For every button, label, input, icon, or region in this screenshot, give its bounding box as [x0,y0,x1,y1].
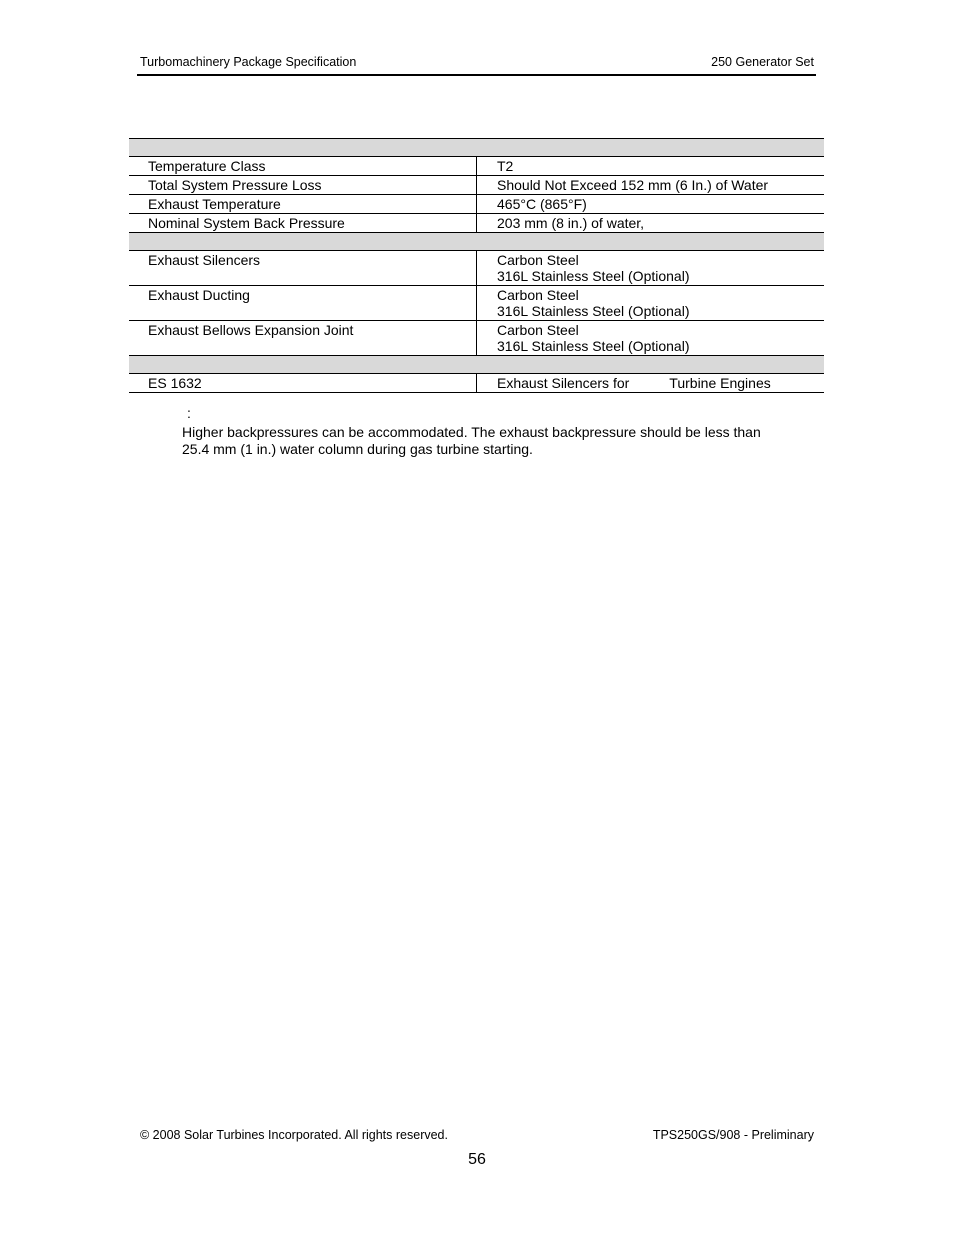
section-header-cell [129,139,824,157]
note-label: : [187,405,191,421]
section-header-performance [129,139,824,157]
reference-standard-id: ES 1632 [129,374,477,393]
header-product-name: 250 Generator Set [711,55,814,69]
table-row [129,176,824,195]
reference-title-part2: Turbine Engines [669,375,771,391]
reference-title-part1: Exhaust Silencers for [497,375,630,391]
spec-value: Should Not Exceed 152 mm (6 In.) of Water [477,176,825,195]
spec-value [477,286,825,321]
material-optional: 316L Stainless Steel (Optional) [497,338,690,354]
table-row [129,251,824,286]
material-primary: Carbon Steel [497,287,579,303]
spec-value: T2 [477,157,825,176]
reference-standard-title [477,374,825,393]
spec-label: Exhaust Temperature [129,195,477,214]
spec-label: Exhaust Silencers [129,251,477,286]
table-row [129,214,824,233]
spec-label: Exhaust Bellows Expansion Joint [129,321,477,356]
spec-label: Total System Pressure Loss [129,176,477,195]
footer-copyright: © 2008 Solar Turbines Incorporated. All rights reserved. [140,1128,448,1142]
spec-label: Exhaust Ducting [129,286,477,321]
section-header-cell [129,356,824,374]
table-row [129,157,824,176]
table-row [129,374,824,393]
footer-document-number: TPS250GS/908 - Preliminary [652,1128,814,1142]
material-optional: 316L Stainless Steel (Optional) [497,303,690,319]
spec-label: Nominal System Back Pressure [129,214,477,233]
material-optional: 316L Stainless Steel (Optional) [497,268,690,284]
spec-value: 465°C (865°F) [477,195,825,214]
table-row [129,286,824,321]
section-header-references [129,356,824,374]
spec-value: 203 mm (8 in.) of water, [477,214,825,233]
table-row [129,321,824,356]
note-text: Higher backpressures can be accommodated. The exhaust backpressure should be less than 25.4 mm (1 in.) water column during gas turbine starting. [182,424,761,457]
material-primary: Carbon Steel [497,322,579,338]
header-document-title: Turbomachinery Package Specification [140,55,357,69]
page-number: 56 [468,1151,486,1168]
spec-value [477,321,825,356]
section-header-materials [129,233,824,251]
section-header-cell [129,233,824,251]
table-row [129,195,824,214]
header-divider [137,74,816,76]
spec-label: Temperature Class [129,157,477,176]
material-primary: Carbon Steel [497,252,579,268]
spec-value [477,251,825,286]
exhaust-system-spec-table [129,138,824,393]
